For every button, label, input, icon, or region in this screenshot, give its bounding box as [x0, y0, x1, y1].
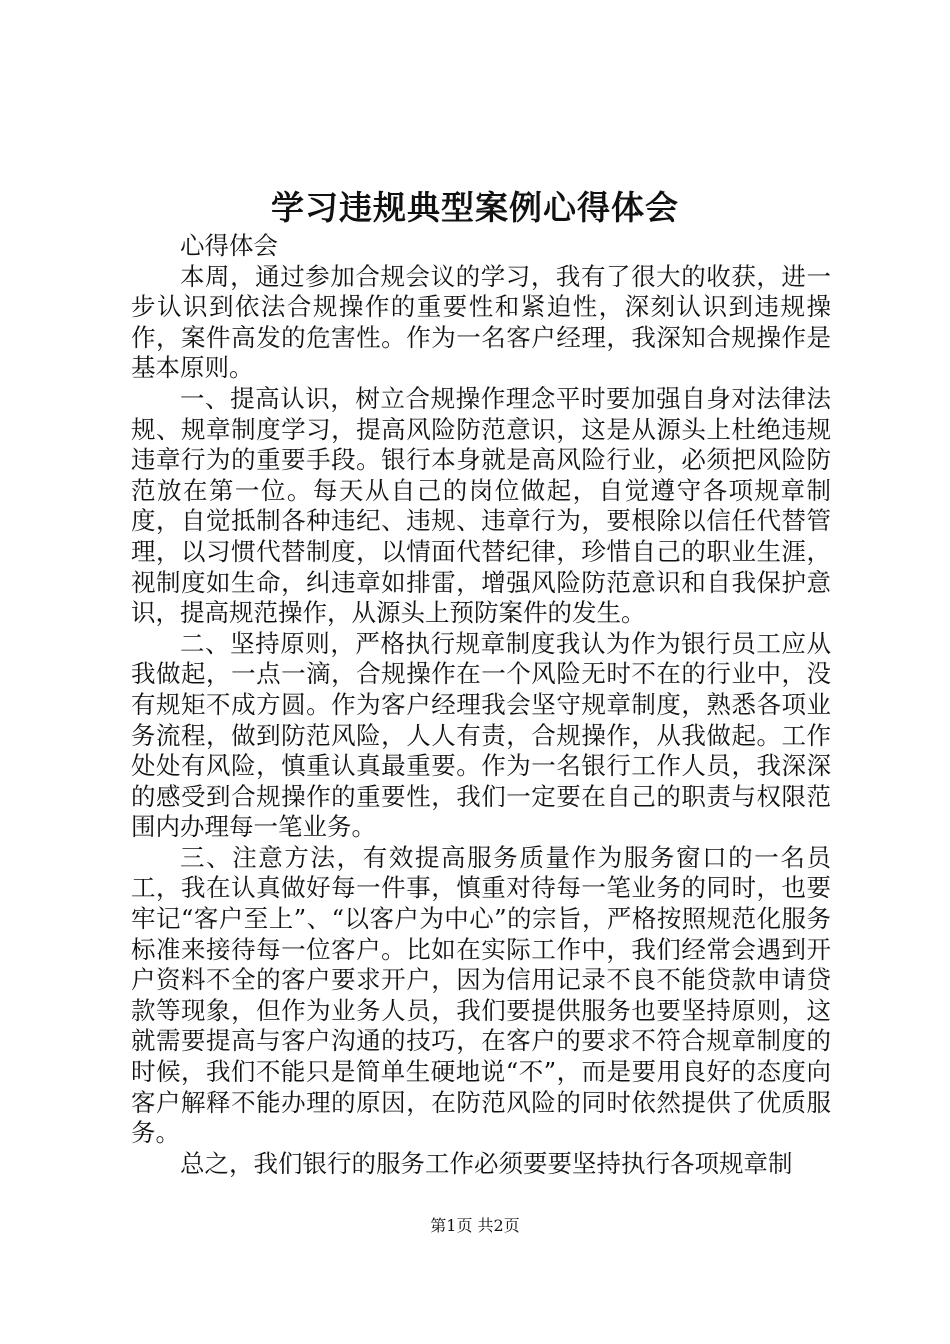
- page-number-footer: 第1页 共2页: [430, 1216, 520, 1235]
- section-heading: 心得体会: [180, 231, 278, 260]
- paragraph-point-three: 三、注意方法，有效提高服务质量作为服务窗口的一名员工，我在认真做好每一件事，慎重对待每一笔业务的同时，也要牢记“客户至上”、“以客户为中心”的宗旨，严格按照规范化服务标准来接待每一位客户。比如在实际工作中，我们经常会遇到开户资料不全的客户要求开户，因为信用记录不良不能贷款申请贷款等现象，但作为业务人员，我们要提供服务也要坚持原则，这就需要提高与客户沟通的技巧，在客户的要求不符合规章制度的时候，我们不能只是简单生硬地说“不”，而是要用良好的态度向客户解释不能办理的原因，在防范风险的同时依然提供了优质服务。: [131, 842, 831, 1148]
- paragraph-conclusion: 总之，我们银行的服务工作必须要要坚持执行各项规章制: [180, 1148, 793, 1178]
- paragraph-point-one: 一、提高认识，树立合规操作理念平时要加强自身对法律法规、规章制度学习，提高风险防范意识，这是从源头上杜绝违规违章行为的重要手段。银行本身就是高风险行业，必须把风险防范放在第一位。每天从自己的岗位做起，自觉遵守各项规章制度，自觉抵制各种违纪、违规、违章行为，要根除以信任代替管理，以习惯代替制度，以情面代替纪律，珍惜自己的职业生涯，视制度如生命，纠违章如排雷，增强风险防范意识和自我保护意识，提高规范操作，从源头上预防案件的发生。: [131, 383, 831, 628]
- paragraph-intro: 本周，通过参加合规会议的学习，我有了很大的收获，进一步认识到依法合规操作的重要性和紧迫性，深刻认识到违规操作，案件高发的危害性。作为一名客户经理，我深知合规操作是基本原则。: [131, 261, 831, 383]
- document-title: 学习违规典型案例心得体会: [271, 188, 679, 227]
- paragraph-point-two: 二、坚持原则，严格执行规章制度我认为作为银行员工应从我做起，一点一滴，合规操作在一个风险无时不在的行业中，没有规矩不成方圆。作为客户经理我会坚守规章制度，熟悉各项业务流程，做到防范风险，人人有责，合规操作，从我做起。工作处处有风险，慎重认真最重要。作为一名银行工作人员，我深深的感受到合规操作的重要性，我们一定要在自己的职责与权限范围内办理每一笔业务。: [131, 628, 831, 842]
- document-body: [131, 231, 831, 1179]
